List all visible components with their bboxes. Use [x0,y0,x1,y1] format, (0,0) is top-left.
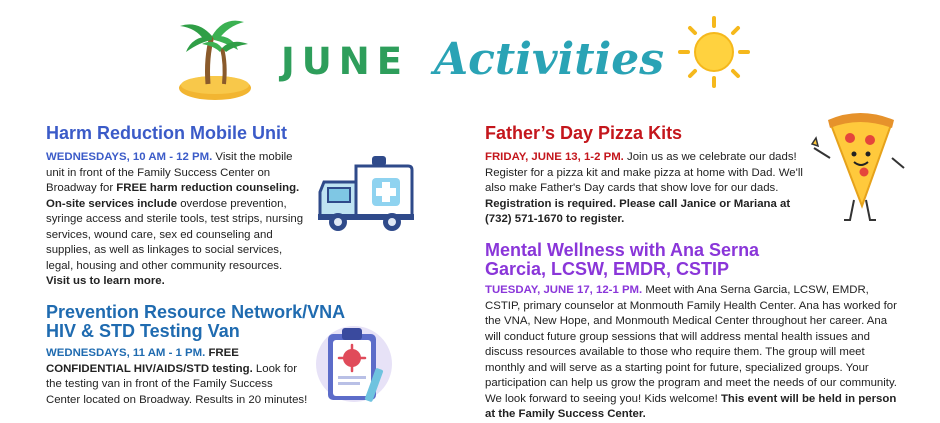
prevention-title: Prevention Resource Network/VNA HIV & STD Testing Van [46,302,345,341]
sun-icon [676,14,752,90]
pizza-slice-icon [808,108,908,226]
pizza-kits-title: Father’s Day Pizza Kits [485,123,683,143]
pizza-kits-text: FRIDAY, JUNE 13, 1-2 PM. Join us as we celebrate our dads! Register for a pizza kit and make pizza at home with Dad. We'll also make Father's Day cards that show love for our dads. Registration is required. Please call Janice or Mariana at (732) 571-1670 to register. [485,151,803,225]
clipboard-virus-icon [314,318,394,411]
pizza-kits-time: FRIDAY, JUNE 13, 1-2 PM. [485,151,624,163]
mental-wellness-text: TUESDAY, JUNE 17, 12-1 PM. Meet with Ana Serna Garcia, LCSW, EMDR, CSTIP, primary counselor at Monmouth Family Health Center. Ana has worked for the VNA, New Hope, and Monmouth Medical Center throughout her career. Ana will conduct future group sessions that will address mental health issues and discuss resources available to those who require them. The group will meet monthly and will serve as a starting point for future, specialized groups. Your participation can help us grow the program and meet the needs of our community. We look forward to seeing you! Kids welcome! This event will be held in person at the Family Success Center. [485,284,897,420]
mental-wellness-title: Mental Wellness with Ana Serna Garcia, LCSW, EMDR, CSTIP [485,240,760,279]
harm-reduction-text: WEDNESDAYS, 10 AM - 12 PM. Visit the mobile unit in front of the Family Success Center on Broadway for FREE harm reduction counseling. On-site services include overdose prevention, syringe access and sterile tools, test strips, nursing services, wound care, sex ed counseling and supplies, as well as linkages to social services, legal, housing and other community resources. Visit us to learn more. [46,151,304,287]
page-header [0,0,940,110]
harm-reduction-title: Harm Reduction Mobile Unit [46,123,288,143]
prevention-time: WEDNESDAYS, 11 AM - 1 PM. [46,347,206,359]
ambulance-icon [316,152,418,236]
title-activities: Activities [434,34,665,85]
title-month: JUNE [281,40,410,83]
prevention-text: WEDNESDAYS, 11 AM - 1 PM. FREE CONFIDENTIAL HIV/AIDS/STD testing. Look for the testing van in front of the Family Success Center located on Broadway. Results in 20 minutes! [46,347,308,406]
mental-wellness-time: TUESDAY, JUNE 17, 12-1 PM. [485,284,643,296]
palm-island-icon [168,8,260,100]
harm-reduction-time: WEDNESDAYS, 10 AM - 12 PM. [46,151,213,163]
